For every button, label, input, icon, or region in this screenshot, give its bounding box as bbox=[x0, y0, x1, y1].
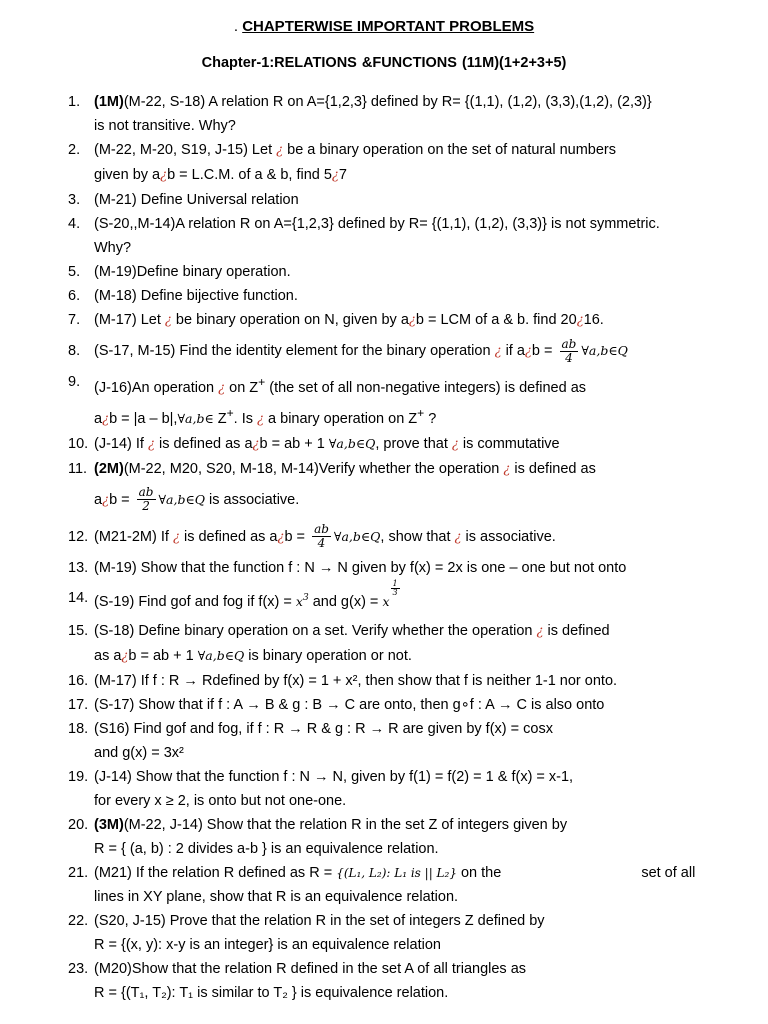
problem-number: 11. bbox=[68, 460, 88, 477]
operation-symbol: ¿ bbox=[454, 529, 462, 545]
operation-symbol: ¿ bbox=[408, 313, 416, 328]
operation-symbol: ¿ bbox=[331, 168, 339, 183]
problem-text: is associative. bbox=[204, 491, 300, 508]
problem-text: is commutative bbox=[458, 435, 560, 452]
superscript: + bbox=[258, 375, 266, 389]
problem-text: (M21-2M) If bbox=[94, 528, 173, 545]
problem-text: ? bbox=[424, 410, 437, 427]
math-quantifier: ∀a,b∈ bbox=[177, 410, 214, 426]
problem-text: is defined as a bbox=[154, 435, 253, 452]
problem-10 bbox=[68, 432, 758, 457]
operation-symbol: ¿ bbox=[536, 624, 544, 640]
problem-text: Z bbox=[213, 410, 227, 427]
problem-text-cont: for every x ≥ 2, is onto but not one-one. bbox=[94, 793, 347, 810]
operation-symbol: ¿ bbox=[257, 411, 265, 427]
marks-tag: (2M) bbox=[94, 460, 124, 477]
problem-text: set of all bbox=[641, 865, 696, 882]
problem-13 bbox=[68, 556, 758, 580]
problem-text: (S16) Find gof and fog, if f : R → R & g : R → R are given by f(x) = cosx bbox=[94, 721, 553, 738]
problem-text: is associative. bbox=[461, 528, 556, 545]
problem-text: (the set of all non-negative integers) is defined as bbox=[265, 379, 587, 396]
problem-text: (M21) If the relation R defined as R = bbox=[94, 865, 337, 882]
problem-11 bbox=[68, 457, 758, 519]
problem-number: 9. bbox=[68, 374, 81, 390]
problem-18 bbox=[68, 717, 758, 765]
operation-symbol: ¿ bbox=[121, 649, 129, 665]
problem-text: be a binary operation on the set of natural numbers bbox=[283, 142, 617, 158]
operation-symbol: ¿ bbox=[172, 529, 180, 545]
problem-text: b = bbox=[109, 491, 134, 508]
problem-text-cont: and g(x) = 3x² bbox=[94, 745, 184, 762]
problem-text-cont: is not transitive. Why? bbox=[94, 118, 236, 134]
math-quantifier: ∀a,b∈Q bbox=[328, 435, 376, 451]
problem-text: (J-14) Show that the function f : N → N, given by f(1) = f(2) = 1 & f(x) = x-1, bbox=[94, 769, 574, 786]
problem-text-cont: lines in XY plane, show that R is an equivalence relation. bbox=[94, 889, 459, 906]
problem-text: as a bbox=[94, 648, 122, 665]
problem-2 bbox=[68, 138, 758, 188]
math-quantifier: ∀a,b∈Q bbox=[197, 648, 245, 664]
operation-symbol: ¿ bbox=[276, 143, 284, 158]
problem-number: 6. bbox=[68, 288, 81, 304]
problem-23 bbox=[68, 957, 758, 1005]
problem-text: is defined as bbox=[510, 460, 596, 477]
problem-number: 2. bbox=[68, 142, 81, 158]
problem-text: be binary operation on N, given by a bbox=[171, 312, 409, 328]
fraction bbox=[312, 523, 331, 550]
operation-symbol: ¿ bbox=[494, 344, 502, 359]
problem-list bbox=[68, 90, 758, 1005]
problem-number: 22. bbox=[68, 913, 89, 930]
problem-text: b = bbox=[284, 528, 310, 545]
problem-text-cont: R = {(x, y): x-y is an integer} is an equivalence relation bbox=[94, 937, 441, 954]
problem-number: 12. bbox=[68, 528, 89, 545]
problem-3 bbox=[68, 188, 758, 212]
problem-text: (M-22, J-14) Show that the relation R in the set Z of integers given by bbox=[123, 817, 568, 834]
problem-number: 18. bbox=[68, 721, 89, 738]
problem-text: (M-17) Let bbox=[94, 312, 165, 328]
problem-text: on the bbox=[456, 865, 502, 882]
problem-text-cont: R = { (a, b) : 2 divides a-b } is an equivalence relation. bbox=[94, 841, 439, 858]
problem-8 bbox=[68, 333, 758, 370]
superscript: + bbox=[226, 405, 234, 420]
problem-4 bbox=[68, 212, 758, 260]
problem-text: b = |a – b|, bbox=[109, 410, 178, 427]
chapter-heading: Chapter-1:RELATIONS &FUNCTIONS (11M)(1+2+3+5) bbox=[201, 55, 567, 71]
marks-tag: (1M) bbox=[94, 94, 124, 110]
fraction-numerator: 1 bbox=[392, 579, 398, 589]
fraction-denominator: 3 bbox=[392, 588, 398, 598]
problem-21 bbox=[68, 861, 758, 909]
title-text: CHAPTERWISE IMPORTANT PROBLEMS bbox=[242, 18, 535, 35]
problem-number: 14. bbox=[68, 589, 89, 606]
problem-22 bbox=[68, 909, 758, 957]
problem-text: 7 bbox=[338, 167, 347, 183]
problem-text: (M-17) If f : R → Rdefined by f(x) = 1 + x², then show that f is neither 1-1 nor onto. bbox=[94, 673, 618, 690]
operation-symbol: ¿ bbox=[503, 461, 511, 477]
problem-number: 3. bbox=[68, 192, 81, 208]
math-variable: x bbox=[295, 593, 303, 609]
problem-text: (S-18) Define binary operation on a set. Verify whether the operation bbox=[94, 623, 537, 640]
problem-text: (S-19) Find gof and fog if f(x) = bbox=[94, 593, 296, 610]
operation-symbol: ¿ bbox=[102, 411, 110, 427]
problem-16 bbox=[68, 669, 758, 693]
problem-text: (S20, J-15) Prove that the relation R in the set of integers Z defined by bbox=[94, 913, 545, 930]
problem-number: 8. bbox=[68, 343, 81, 359]
problem-text: is defined bbox=[543, 623, 610, 640]
problem-text: if a bbox=[501, 343, 525, 359]
math-quantifier: ∀a,b∈Q bbox=[333, 528, 381, 544]
problem-15 bbox=[68, 619, 758, 669]
problem-text: (S-17, M-15) Find the identity element for the binary operation bbox=[94, 343, 495, 359]
problem-text: (M20)Show that the relation R defined in the set A of all triangles as bbox=[94, 961, 527, 978]
operation-symbol: ¿ bbox=[160, 168, 168, 183]
problem-number: 5. bbox=[68, 264, 81, 280]
problem-text: and g(x) = bbox=[308, 593, 383, 610]
problem-1 bbox=[68, 90, 758, 138]
exponent: 3 bbox=[302, 592, 309, 603]
problem-12 bbox=[68, 519, 758, 556]
problem-text: 16. bbox=[583, 312, 604, 328]
operation-symbol: ¿ bbox=[218, 380, 226, 396]
problem-text: (M-19) Show that the function f : N → N given by f(x) = 2x is one – one but not onto bbox=[94, 559, 627, 576]
problem-text: a bbox=[94, 491, 103, 508]
math-variable: x bbox=[382, 593, 390, 609]
fraction-numerator: ab bbox=[561, 336, 577, 351]
problem-number: 17. bbox=[68, 697, 89, 714]
fraction-denominator: 4 bbox=[565, 350, 573, 365]
math-quantifier: ∀a,b∈Q bbox=[581, 343, 628, 358]
problem-7 bbox=[68, 308, 758, 333]
problem-14 bbox=[68, 580, 758, 620]
operation-symbol: ¿ bbox=[102, 492, 110, 508]
operation-symbol: ¿ bbox=[252, 436, 260, 452]
fraction-denominator: 4 bbox=[317, 536, 326, 551]
problem-text: is binary operation or not. bbox=[244, 648, 412, 665]
operation-symbol: ¿ bbox=[277, 529, 285, 545]
problem-text-cont: Why? bbox=[94, 240, 132, 256]
problem-19 bbox=[68, 765, 758, 813]
problem-text: b = ab + 1 bbox=[259, 435, 329, 452]
problem-text: (M-19)Define binary operation. bbox=[94, 264, 291, 280]
operation-symbol: ¿ bbox=[164, 313, 172, 328]
problem-text-cont: R = {(T₁, T₂): T₁ is similar to T₂ } is equivalence relation. bbox=[94, 985, 449, 1002]
problem-text: (M-22, S-18) A relation R on A={1,2,3} defined by R= {(1,1), (1,2), (3,3),(1,2), (2,3)} bbox=[123, 94, 652, 110]
problem-number: 4. bbox=[68, 216, 81, 232]
problem-text: a binary operation on Z bbox=[264, 410, 418, 427]
superscript: + bbox=[417, 405, 425, 420]
fraction-exponent bbox=[391, 580, 400, 597]
problem-text: , show that bbox=[380, 528, 455, 545]
problem-text: (M-18) Define bijective function. bbox=[94, 288, 298, 304]
fraction-denominator: 2 bbox=[142, 499, 150, 514]
operation-symbol: ¿ bbox=[576, 313, 584, 328]
problem-number: 7. bbox=[68, 312, 81, 328]
marks-tag: (3M) bbox=[94, 817, 124, 834]
problem-number: 20. bbox=[68, 817, 89, 834]
problem-number: 19. bbox=[68, 769, 89, 786]
problem-9 bbox=[68, 370, 758, 432]
problem-text: b = LCM of a & b. find 20 bbox=[415, 312, 577, 328]
problem-text: a bbox=[94, 410, 103, 427]
problem-text: b = bbox=[531, 343, 557, 359]
problem-text: (S-20,,M-14)A relation R on A={1,2,3} defined by R= {(1,1), (1,2), (3,3)} is not symmetric. bbox=[94, 216, 660, 232]
problem-number: 13. bbox=[68, 559, 89, 576]
fraction-numerator: ab bbox=[138, 485, 154, 500]
problem-text: (S-17) Show that if f : A → B & g : B → C are onto, then g∘f : A → C is also onto bbox=[94, 697, 605, 714]
problem-20 bbox=[68, 813, 758, 861]
problem-text: . Is bbox=[233, 410, 258, 427]
problem-number: 1. bbox=[68, 94, 81, 110]
problem-number: 16. bbox=[68, 673, 89, 690]
problem-text: b = L.C.M. of a & b, find 5 bbox=[167, 167, 332, 183]
title-dot: . bbox=[233, 18, 239, 35]
problem-number: 23. bbox=[68, 961, 89, 978]
problem-text: is defined as a bbox=[179, 528, 278, 545]
problem-text: (M-22, M-20, S19, J-15) Let bbox=[94, 142, 277, 158]
problem-number: 21. bbox=[68, 865, 89, 882]
problem-5 bbox=[68, 260, 758, 284]
set-notation: {(L₁, L₂): L₁ is || L₂} bbox=[336, 866, 457, 881]
fraction-numerator: ab bbox=[314, 522, 329, 537]
problem-number: 10. bbox=[68, 435, 89, 452]
problem-text: b = ab + 1 bbox=[128, 648, 198, 665]
problem-text: on Z bbox=[225, 379, 259, 396]
operation-symbol: ¿ bbox=[147, 436, 155, 452]
problem-number: 15. bbox=[68, 623, 89, 640]
problem-text: , prove that bbox=[375, 435, 452, 452]
fraction bbox=[137, 486, 156, 513]
problem-text: (J-16)An operation bbox=[94, 379, 219, 396]
page-title bbox=[0, 18, 768, 35]
problem-text: given by a bbox=[94, 167, 161, 183]
math-quantifier: ∀a,b∈Q bbox=[158, 491, 205, 507]
problem-text: (J-14) If bbox=[94, 435, 148, 452]
operation-symbol: ¿ bbox=[451, 436, 459, 452]
problem-text: (M-21) Define Universal relation bbox=[94, 192, 299, 208]
problem-17 bbox=[68, 693, 758, 717]
problem-6 bbox=[68, 284, 758, 308]
operation-symbol: ¿ bbox=[524, 344, 532, 359]
fraction bbox=[560, 338, 579, 365]
problem-text: (M-22, M20, S20, M-18, M-14)Verify whether the operation bbox=[123, 460, 504, 477]
